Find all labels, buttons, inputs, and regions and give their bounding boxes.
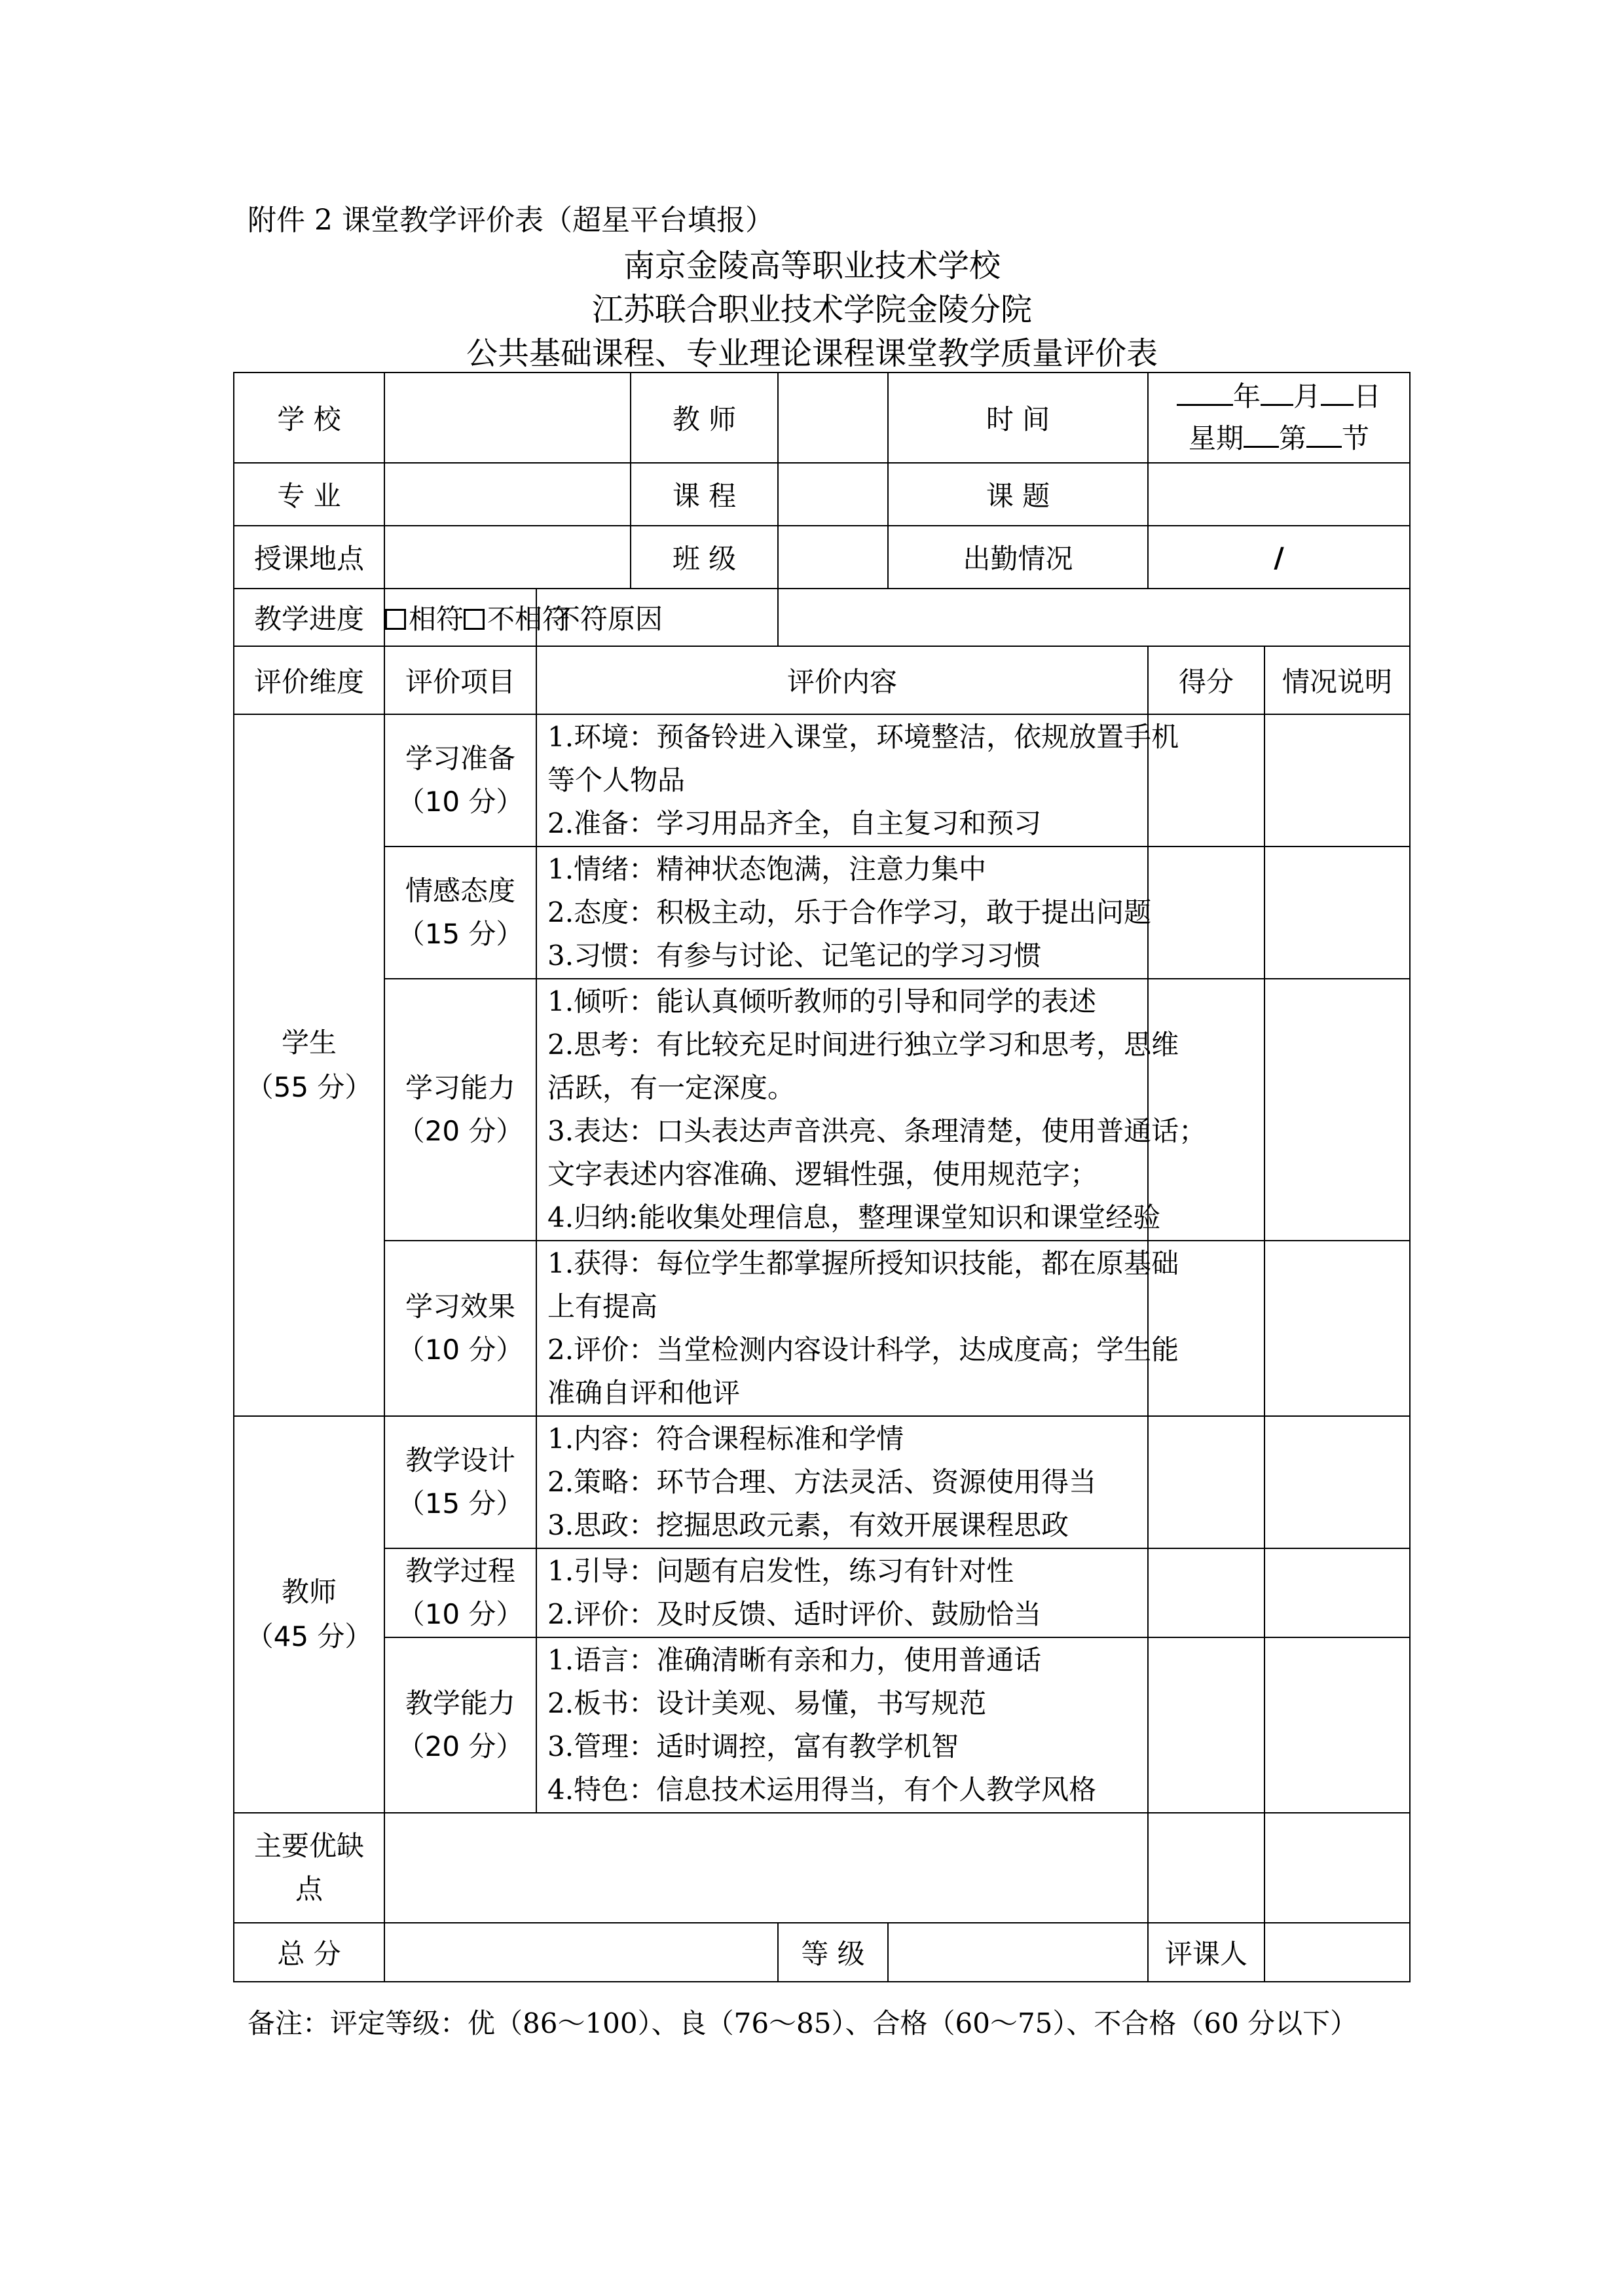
course-label: 课 程 xyxy=(631,463,778,526)
remark-field[interactable] xyxy=(1264,1637,1410,1813)
attendance-label: 出勤情况 xyxy=(888,526,1148,589)
date-field[interactable]: 年 月 日 星期 第 节 xyxy=(1148,373,1410,463)
class-field[interactable] xyxy=(778,526,888,589)
grading-note: 备注：评定等级：优（86～100）、良（76～85）、合格（60～75）、不合格（60 分以下） xyxy=(248,2007,1358,2039)
score-field[interactable] xyxy=(1148,1548,1264,1637)
content-learning-outcome: 1.获得：每位学生都掌握所授知识技能，都在原基础 上有提高 2.评价：当堂检测内容设计科学，达成度高；学生能 准确自评和他评 xyxy=(536,1241,1148,1416)
grade-field[interactable] xyxy=(888,1923,1148,1982)
item-emotional-attitude: 情感态度 （15 分） xyxy=(384,847,536,979)
major-label: 专 业 xyxy=(234,463,384,526)
pros-cons-label: 主要优缺 点 xyxy=(234,1813,384,1923)
header-score: 得分 xyxy=(1148,646,1264,714)
header-dimension: 评价维度 xyxy=(234,646,384,714)
topic-label: 课 题 xyxy=(888,463,1148,526)
progress-options xyxy=(384,589,570,646)
item-learning-outcome: 学习效果 （10 分） xyxy=(384,1241,536,1416)
item-teaching-process: 教学过程 （10 分） xyxy=(384,1548,536,1637)
progress-match-label: 相符 xyxy=(409,603,464,635)
mismatch-reason-field[interactable] xyxy=(778,589,1410,646)
score-field[interactable] xyxy=(1148,1637,1264,1813)
content-learning-ability: 1.倾听：能认真倾听教师的引导和同学的表述 2.思考：有比较充足时间进行独立学习和思考，思维 活跃，有一定深度。 3.表达：口头表达声音洪亮、条理清楚，使用普通话； 文字表述内容准确、逻辑性强，使用规范字； 4.归纳:能收集处理信息，整理课堂知识和课堂经验 xyxy=(536,979,1148,1241)
topic-field[interactable] xyxy=(1148,463,1410,526)
time-label: 时 间 xyxy=(888,373,1148,463)
header-item: 评价项目 xyxy=(384,646,536,714)
teacher-label: 教 师 xyxy=(631,373,778,463)
remark-field[interactable] xyxy=(1264,1548,1410,1637)
pros-cons-score-field[interactable] xyxy=(1148,1813,1264,1923)
score-field[interactable] xyxy=(1148,847,1264,979)
progress-nomatch-checkbox[interactable] xyxy=(464,609,485,630)
remark-field[interactable] xyxy=(1264,1416,1410,1548)
content-teaching-ability: 1.语言：准确清晰有亲和力，使用普通话 2.板书：设计美观、易懂，书写规范 3.管理：适时调控，富有教学机智 4.特色：信息技术运用得当，有个人教学风格 xyxy=(536,1637,1148,1813)
attendance-value[interactable]: / xyxy=(1148,526,1410,589)
evaluator-field[interactable] xyxy=(1264,1923,1410,1982)
evaluator-label: 评课人 xyxy=(1148,1923,1264,1982)
content-teaching-design: 1.内容：符合课程标准和学情 2.策略：环节合理、方法灵活、资源使用得当 3.思政：挖掘思政元素，有效开展课程思政 xyxy=(536,1416,1148,1548)
remark-field[interactable] xyxy=(1264,714,1410,847)
teacher-field[interactable] xyxy=(778,373,888,463)
item-learning-preparation: 学习准备 （10 分） xyxy=(384,714,536,847)
dimension-teacher: 教师 （45 分） xyxy=(234,1416,384,1813)
item-teaching-ability: 教学能力 （20 分） xyxy=(384,1637,536,1813)
evaluation-table xyxy=(233,372,1411,1982)
total-field[interactable] xyxy=(384,1923,778,1982)
dimension-student: 学生 （55 分） xyxy=(234,714,384,1416)
content-learning-preparation: 1.环境：预备铃进入课堂，环境整洁，依规放置手机 等个人物品 2.准备：学习用品齐全，自主复习和预习 xyxy=(536,714,1148,847)
major-field[interactable] xyxy=(384,463,631,526)
form-title: 公共基础课程、专业理论课程课堂教学质量评价表 xyxy=(466,335,1158,372)
school-field[interactable] xyxy=(384,373,631,463)
grade-label: 等 级 xyxy=(778,1923,888,1982)
course-field[interactable] xyxy=(778,463,888,526)
mismatch-reason-label: 不符原因 xyxy=(536,589,778,646)
item-learning-ability: 学习能力 （20 分） xyxy=(384,979,536,1241)
class-label: 班 级 xyxy=(631,526,778,589)
item-teaching-design: 教学设计 （15 分） xyxy=(384,1416,536,1548)
location-label: 授课地点 xyxy=(234,526,384,589)
total-label: 总 分 xyxy=(234,1923,384,1982)
remark-field[interactable] xyxy=(1264,979,1410,1241)
score-field[interactable] xyxy=(1148,979,1264,1241)
school-label: 学 校 xyxy=(234,373,384,463)
college-title: 江苏联合职业技术学院金陵分院 xyxy=(591,291,1032,328)
location-field[interactable] xyxy=(384,526,631,589)
progress-match-checkbox[interactable] xyxy=(385,609,406,630)
header-remark: 情况说明 xyxy=(1264,646,1410,714)
school-title: 南京金陵高等职业技术学校 xyxy=(623,247,1001,284)
content-teaching-process: 1.引导：问题有启发性，练习有针对性 2.评价：及时反馈、适时评价、鼓励恰当 xyxy=(536,1548,1148,1637)
pros-cons-field[interactable] xyxy=(384,1813,1148,1923)
attachment-label: 附件 2 课堂教学评价表（超星平台填报） xyxy=(248,204,774,237)
score-field[interactable] xyxy=(1148,1416,1264,1548)
content-emotional-attitude: 1.情绪：精神状态饱满，注意力集中 2.态度：积极主动，乐于合作学习，敢于提出问题 3.习惯：有参与讨论、记笔记的学习习惯 xyxy=(536,847,1148,979)
progress-label: 教学进度 xyxy=(234,589,384,646)
progress-nomatch-label: 不相符 xyxy=(487,603,570,635)
remark-field[interactable] xyxy=(1264,847,1410,979)
header-content: 评价内容 xyxy=(536,646,1148,714)
pros-cons-remark-field[interactable] xyxy=(1264,1813,1410,1923)
remark-field[interactable] xyxy=(1264,1241,1410,1416)
